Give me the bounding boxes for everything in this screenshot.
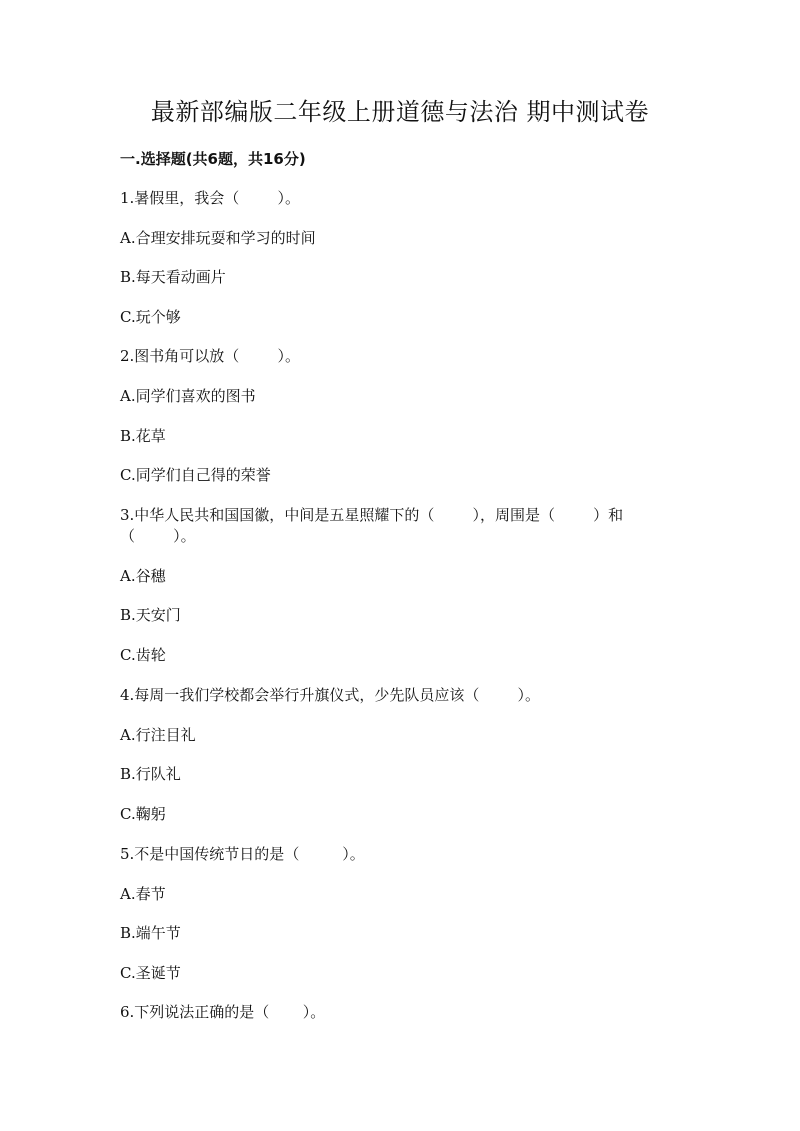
question-1-option-a: A.合理安排玩耍和学习的时间 <box>120 229 316 247</box>
section-heading: 一.选择题(共6题，共16分) <box>120 150 306 168</box>
question-1-option-b: B.每天看动画片 <box>120 268 226 286</box>
question-5-stem: 5.不是中国传统节日的是（ ）。 <box>120 845 365 863</box>
question-3-stem: 3.中华人民共和国国徽，中间是五星照耀下的（ ），周围是（ ）和 <box>120 506 624 524</box>
question-5-option-a: A.春节 <box>120 885 166 903</box>
question-4-option-a: A.行注目礼 <box>120 726 196 744</box>
question-3-option-b: B.天安门 <box>120 606 181 624</box>
question-1-option-c: C.玩个够 <box>120 308 181 326</box>
question-5-option-b: B.端午节 <box>120 924 181 942</box>
page-title: 最新部编版二年级上册道德与法治 期中测试卷 <box>150 98 650 126</box>
question-3-option-c: C.齿轮 <box>120 646 166 664</box>
question-4-option-b: B.行队礼 <box>120 765 181 783</box>
question-4-option-c: C.鞠躬 <box>120 805 166 823</box>
question-1-stem: 1.暑假里，我会（ ）。 <box>120 189 300 207</box>
question-3-stem-continued: （ ）。 <box>120 527 196 545</box>
question-2-option-c: C.同学们自己得的荣誉 <box>120 466 271 484</box>
question-6-stem: 6.下列说法正确的是（ ）。 <box>120 1003 326 1021</box>
question-2-option-a: A.同学们喜欢的图书 <box>120 387 256 405</box>
question-4-stem: 4.每周一我们学校都会举行升旗仪式，少先队员应该（ ）。 <box>120 686 540 704</box>
question-3-option-a: A.谷穗 <box>120 567 166 585</box>
question-5-option-c: C.圣诞节 <box>120 964 181 982</box>
question-2-stem: 2.图书角可以放（ ）。 <box>120 347 300 365</box>
question-2-option-b: B.花草 <box>120 427 166 445</box>
